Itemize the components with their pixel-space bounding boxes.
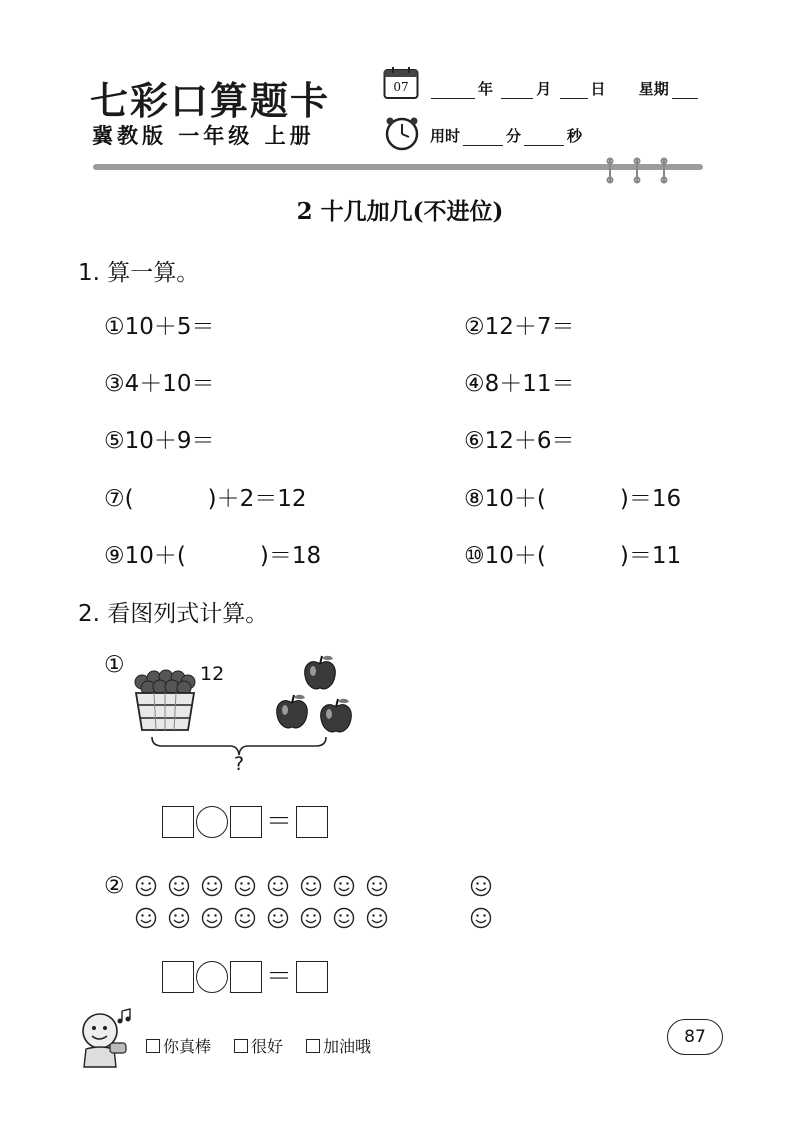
problem-10: [464, 537, 681, 570]
problem-number: ⑥: [464, 428, 485, 454]
rating-checkbox[interactable]: [146, 1039, 160, 1053]
smiley-icon: [168, 875, 190, 897]
problem-after: )＝16: [619, 486, 682, 512]
smiley-row-1-extra: [470, 875, 503, 897]
picture-problem-1-number: ①: [104, 652, 125, 678]
problem-2: [464, 308, 575, 341]
page-number: 87: [667, 1019, 723, 1055]
equation-row-2: [162, 961, 328, 997]
problem-number: ⑤: [104, 428, 125, 454]
clock-icon: [384, 115, 420, 151]
apple-icon: [318, 697, 354, 735]
section1-heading: 1. 算一算。: [78, 260, 200, 286]
problem-before: (: [124, 486, 134, 512]
section2-heading: 2. 看图列式计算。: [78, 601, 269, 627]
operator-circle[interactable]: [196, 806, 228, 838]
smiley-icon: [366, 907, 388, 929]
smiley-row-2: [135, 907, 399, 929]
problem-8: [464, 480, 681, 513]
number-box[interactable]: [162, 961, 194, 993]
question-mark: ?: [234, 753, 245, 775]
smiley-icon: [234, 907, 256, 929]
weekday-label: 星期: [638, 80, 669, 98]
rating-label: 你真棒: [163, 1037, 212, 1056]
smiley-icon: [135, 907, 157, 929]
day-blank[interactable]: [560, 84, 588, 99]
problem-4: [464, 365, 575, 398]
problem-number: ②: [464, 314, 485, 340]
smiley-icon: [333, 907, 355, 929]
problem-text: 8＋11＝: [484, 371, 575, 397]
apple-icon: [274, 693, 310, 731]
equals-sign: ＝: [266, 962, 293, 992]
lesson-title: 2 十几加几(不进位): [296, 198, 504, 225]
month-label: 月: [536, 80, 552, 98]
problem-7: [104, 480, 306, 513]
smiley-row-2-extra: [470, 907, 503, 929]
problem-number: ①: [104, 314, 125, 340]
minutes-label: 分: [506, 127, 522, 145]
smiley-icon: [300, 875, 322, 897]
apple-icon: [302, 654, 338, 692]
problem-before: 10＋(: [124, 543, 186, 569]
basket-count: 12: [200, 663, 225, 685]
seconds-label: 秒: [567, 127, 583, 145]
result-box[interactable]: [296, 806, 328, 838]
number-box[interactable]: [230, 961, 262, 993]
smiley-icon: [300, 907, 322, 929]
day-label: 日: [590, 80, 606, 98]
picture-problem-2-number: ②: [104, 873, 125, 899]
problem-number: ⑨: [104, 543, 125, 569]
edition-label: 冀教版 一年级 上册: [92, 124, 315, 148]
weekday-blank[interactable]: [672, 84, 698, 99]
smiley-icon: [201, 907, 223, 929]
equation-row-1: [162, 806, 328, 842]
rating-good[interactable]: [234, 1034, 283, 1057]
problem-after: )＝18: [259, 543, 322, 569]
smiley-icon: [267, 875, 289, 897]
smiley-icon: [168, 907, 190, 929]
minutes-blank[interactable]: [463, 131, 503, 146]
brand-title: 七彩口算题卡: [90, 78, 331, 123]
problem-number: ③: [104, 371, 125, 397]
rating-checkbox[interactable]: [234, 1039, 248, 1053]
smiley-icon: [267, 907, 289, 929]
calendar-day: 07: [393, 80, 409, 94]
problem-text: 4＋10＝: [124, 371, 215, 397]
problem-after: )＋2＝12: [207, 486, 307, 512]
smiley-icon: [366, 875, 388, 897]
problem-9: [104, 537, 321, 570]
problem-number: ⑦: [104, 486, 125, 512]
problem-before: 10＋(: [484, 543, 546, 569]
rating-great[interactable]: [146, 1034, 211, 1057]
problem-3: [104, 365, 215, 398]
problem-after: )＝11: [619, 543, 682, 569]
equals-sign: ＝: [266, 807, 293, 837]
smiley-row-1: [135, 875, 399, 897]
smiley-icon: [470, 875, 492, 897]
problem-text: 10＋5＝: [124, 314, 215, 340]
problem-text: 12＋7＝: [484, 314, 575, 340]
problem-number: ⑩: [464, 543, 485, 569]
year-label: 年: [478, 80, 494, 98]
smiley-icon: [135, 875, 157, 897]
time-label: 用时: [430, 127, 461, 145]
problem-number: ⑧: [464, 486, 485, 512]
date-fields: [428, 78, 701, 99]
number-box[interactable]: [162, 806, 194, 838]
smiley-icon: [234, 875, 256, 897]
rating-checkbox[interactable]: [306, 1039, 320, 1053]
problem-1: [104, 308, 215, 341]
rating-label: 很好: [251, 1037, 284, 1056]
problem-text: 12＋6＝: [484, 428, 575, 454]
rating-keep-going[interactable]: [306, 1034, 371, 1057]
problem-5: [104, 422, 215, 455]
month-blank[interactable]: [501, 84, 533, 99]
smiley-icon: [333, 875, 355, 897]
seconds-blank[interactable]: [524, 131, 564, 146]
problem-number: ④: [464, 371, 485, 397]
smiley-icon: [470, 907, 492, 929]
time-fields: [430, 125, 582, 146]
problem-before: 10＋(: [484, 486, 546, 512]
calendar-icon: [383, 66, 419, 100]
apple-basket-icon: [130, 660, 200, 732]
operator-circle[interactable]: [196, 961, 228, 993]
rating-label: 加油哦: [323, 1037, 372, 1056]
binder-rings-icon: [602, 156, 672, 184]
number-box[interactable]: [230, 806, 262, 838]
result-box[interactable]: [296, 961, 328, 993]
year-blank[interactable]: [431, 84, 475, 99]
problem-text: 10＋9＝: [124, 428, 215, 454]
smiley-icon: [201, 875, 223, 897]
problem-6: [464, 422, 575, 455]
mascot-icon: [70, 1005, 138, 1071]
